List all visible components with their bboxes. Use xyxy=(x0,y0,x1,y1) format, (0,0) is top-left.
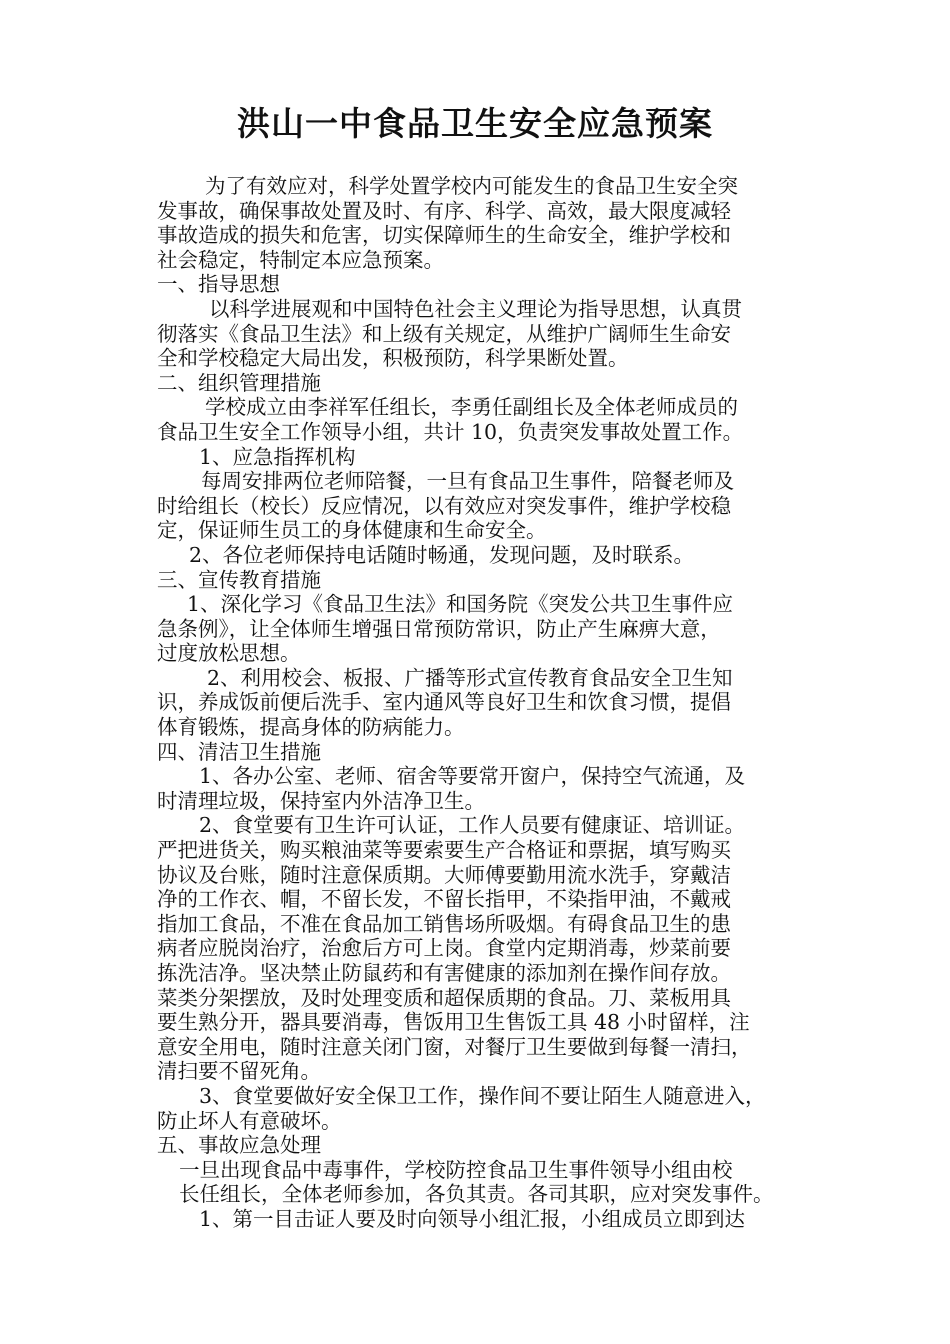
page-title: 洪山一中食品卫生安全应急预案 xyxy=(237,104,713,143)
text-line: 净的工作衣、帽，不留长发，不留长指甲，不染指甲油，不戴戒 xyxy=(157,887,731,912)
text-line: 时给组长（校长）反应情况，以有效应对突发事件，维护学校稳 xyxy=(157,493,731,518)
text-line: 事故造成的损失和危害，切实保障师生的生命安全，维护学校和 xyxy=(157,223,731,248)
text-line: 每周安排两位老师陪餐，一旦有食品卫生事件，陪餐老师及 xyxy=(201,469,734,494)
text-line: 识，养成饭前便后洗手、室内通风等良好卫生和饮食习惯，提倡 xyxy=(157,690,731,715)
text-line: 急条例》，让全体师生增强日常预防常识，防止产生麻痹大意， xyxy=(157,616,721,641)
text-line: 3、食堂要做好安全保卫工作，操作间不要让陌生人随意进入， xyxy=(199,1083,766,1108)
text-line: 过度放松思想。 xyxy=(157,641,301,666)
text-line: 彻落实《食品卫生法》和上级有关规定，从维护广阔师生生命安 xyxy=(157,321,731,346)
text-line: 病者应脱岗治疗，治愈后方可上岗。食堂内定期消毒，炒菜前要 xyxy=(157,936,731,961)
text-line: 2、各位老师保持电话随时畅通，发现问题，及时联系。 xyxy=(189,542,695,567)
text-line: 严把进货关，购买粮油菜等要索要生产合格证和票据，填写购买 xyxy=(157,838,731,863)
text-line: 要生熟分开，器具要消毒，售饭用卫生售饭工具 48 小时留样，注 xyxy=(157,1010,750,1035)
text-line: 发事故，确保事故处置及时、有序、科学、高效，最大限度减轻 xyxy=(157,198,731,223)
text-line: 意安全用电，随时注意关闭门窗，对餐厅卫生要做到每餐一清扫， xyxy=(157,1034,752,1059)
text-line: 2、食堂要有卫生许可认证，工作人员要有健康证、培训证。 xyxy=(199,813,746,838)
text-line: 一旦出现食品中毒事件，学校防控食品卫生事件领导小组由校 xyxy=(179,1157,733,1182)
text-line: 一、指导思想 xyxy=(157,272,280,297)
text-line: 1、第一目击证人要及时向领导小组汇报，小组成员立即到达 xyxy=(199,1206,746,1231)
text-line: 社会稳定，特制定本应急预案。 xyxy=(157,247,444,272)
text-line: 二、组织管理措施 xyxy=(157,370,321,395)
text-line: 拣洗洁净。坚决禁止防鼠药和有害健康的添加剂在操作间存放。 xyxy=(157,961,731,985)
text-line: 为了有效应对，科学处置学校内可能发生的食品卫生安全突 xyxy=(205,174,738,198)
text-line: 1、深化学习《食品卫生法》和国务院《突发公共卫生事件应 xyxy=(187,592,734,617)
text-line: 清扫要不留死角。 xyxy=(157,1059,321,1084)
text-line: 长任组长，全体老师参加，各负其责。各司其职，应对突发事件。 xyxy=(179,1182,774,1207)
text-line: 指加工食品，不准在食品加工销售场所吸烟。有碍食品卫生的患 xyxy=(157,911,731,936)
text-line: 食品卫生安全工作领导小组，共计 10，负责突发事故处置工作。 xyxy=(157,419,744,444)
text-line: 2、利用校会、板报、广播等形式宣传教育食品安全卫生知 xyxy=(207,665,733,690)
text-line: 1、各办公室、老师、宿舍等要常开窗户，保持空气流通，及 xyxy=(199,764,746,789)
text-line: 防止坏人有意破坏。 xyxy=(157,1108,342,1133)
text-line: 以科学进展观和中国特色社会主义理论为指导思想，认真贯 xyxy=(209,296,742,321)
text-line: 体育锻炼，提高身体的防病能力。 xyxy=(157,715,465,740)
text-line: 学校成立由李祥军任组长，李勇任副组长及全体老师成员的 xyxy=(205,395,738,420)
text-line: 四、清洁卫生措施 xyxy=(157,739,321,764)
text-line: 时清理垃圾，保持室内外洁净卫生。 xyxy=(157,788,485,813)
text-line: 全和学校稳定大局出发，积极预防，科学果断处置。 xyxy=(157,346,629,371)
text-line: 协议及台账，随时注意保质期。大师傅要勤用流水洗手，穿戴洁 xyxy=(157,862,731,887)
text-line: 定，保证师生员工的身体健康和生命安全。 xyxy=(157,518,547,543)
text-line: 三、宣传教育措施 xyxy=(157,567,321,592)
text-line: 五、事故应急处理 xyxy=(157,1133,321,1158)
document-body xyxy=(157,174,812,1232)
text-line: 菜类分架摆放，及时处理变质和超保质期的食品。刀、菜板用具 xyxy=(157,985,731,1010)
text-line: 1、应急指挥机构 xyxy=(199,444,356,469)
